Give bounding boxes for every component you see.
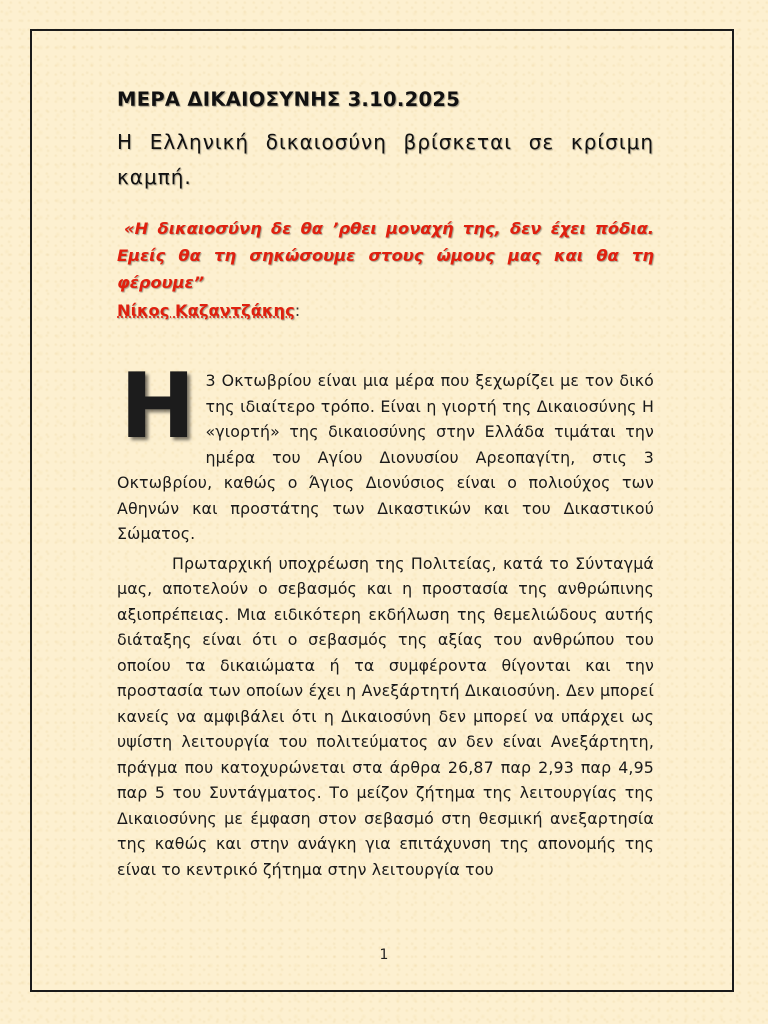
kazantzakis-quote: «Η δικαιοσύνη δε θα ’ρθει μοναχή της, δεν έχει πόδια. Εμείς θα τη σηκώσουμε στους ώμους μας και θα τη φέρουμε”: [117, 219, 654, 292]
paragraph-1-text: 3 Οκτωβρίου είναι μια μέρα που ξεχωρίζει με τον δικό της ιδιαίτερο τρόπο. Είναι η γιορτή της Δικαιοσύνης Η «γιορτή» της δικαιοσύνης στην Ελλάδα τιμάται την ημέρα του Αγίου Διονυσίου Αρεοπαγίτη, στις 3 Οκτωβρίου, καθώς ο Άγιος Διονύσιος είναι ο πολιούχος των Αθηνών και προστάτης των Δικαστικών και του Δικαστικού Σώματος.: [117, 371, 654, 543]
quote-author-name: Νίκος Καζαντζάκης: [117, 301, 295, 320]
paragraph-1: [117, 354, 654, 547]
document-subtitle: Η Ελληνική δικαιοσύνη βρίσκεται σε κρίσιμη καμπή.: [117, 130, 654, 189]
page-number: 1: [379, 947, 389, 963]
document-body: [117, 88, 654, 882]
quote-author: [117, 301, 654, 320]
paragraph-2: Πρωταρχική υποχρέωση της Πολιτείας, κατά το Σύνταγμά μας, αποτελούν ο σεβασμός και η προστασία της ανθρώπινης αξιοπρέπειας. Μια ειδικότερη εκδήλωση της θεμελιώδους αυτής διάταξης είναι ότι ο σεβασμός της αξίας του ανθρώπου του οποίου τα δικαιώματα ή τα συμφέροντα θίγονται και την προστασία των οποίων έχει η Ανεξάρτητή Δικαιοσύνη. Δεν μπορεί κανείς να αμφιβάλει ότι η Δικαιοσύνη δεν μπορεί να υπάρχει ως υψίστη λειτουργία του πολιτεύματος αν δεν είναι Ανεξάρτητη, πράγμα που κατοχυρώνεται στα άρθρα 26,87 παρ 2,93 παρ 4,95 παρ 5 του Συντάγματος. Το μείζον ζήτημα της λειτουργίας της Δικαιοσύνης με έμφαση στον σεβασμό στη θεσμική ανεξαρτησία της καθώς και στην ανάγκη για επιτάχυνση της απονομής της είναι το κεντρικό ζήτημα στην λειτουργία του: [117, 553, 654, 879]
dropcap-letter: Η: [120, 354, 196, 459]
document-title: ΜΕΡΑ ΔΙΚΑΙΟΣΥΝΗΣ 3.10.2025: [117, 88, 461, 111]
quote-author-colon: :: [294, 301, 301, 320]
